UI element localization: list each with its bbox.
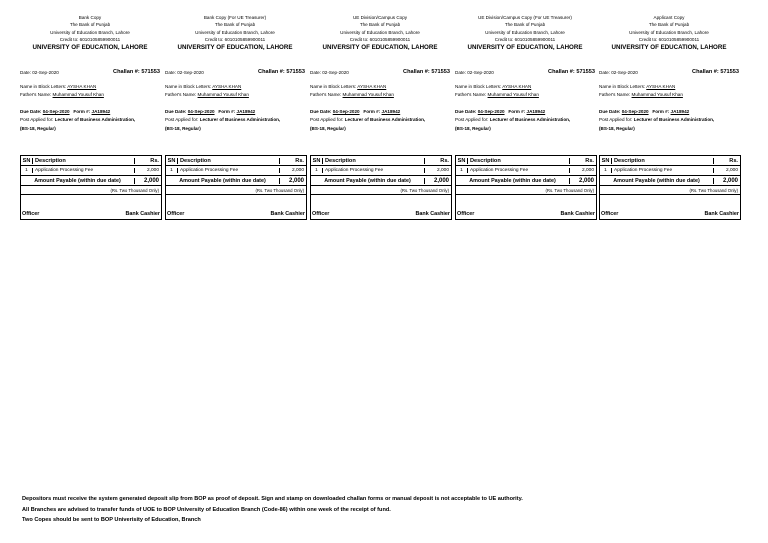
signature-row xyxy=(166,195,306,219)
footer-note-copies: Two Copes should be sent to BOP Univerisity of Education, Branch xyxy=(22,517,201,523)
table-row: 1 Application Processing Fee 2,000 xyxy=(456,166,596,176)
credit-account: Credit to: 6010105859900011 xyxy=(638,37,700,43)
copy-label: Bank Copy xyxy=(78,15,102,20)
officer-label: Officer xyxy=(167,211,185,217)
university-name: UNIVERSITY OF EDUCATION, LAHORE xyxy=(177,43,293,51)
cashier-label: Bank Cashier xyxy=(415,211,450,217)
applicant-name: Name in Block Letters: AYSHA KHAN xyxy=(20,84,97,89)
due-date-form: Due Date: 04-Sep-2020 Form #: JA18942 xyxy=(455,109,546,114)
cashier-label: Bank Cashier xyxy=(125,211,160,217)
signature-row xyxy=(21,195,161,219)
university-name: UNIVERSITY OF EDUCATION, LAHORE xyxy=(32,43,148,51)
amount-payable-row: Amount Payable (within due date) 2,000 xyxy=(600,176,740,186)
footer-note-deposit-slip: Depositors must receive the system generated deposit slip from BOP as proof of deposit. Sign and stamp on downloaded challan forms or manual deposit is not acceptable to UE authority. xyxy=(22,496,523,502)
amount-in-words: (Rs. Two Thousand Only) xyxy=(456,186,596,195)
branch-name: University of Education Branch, Lahore xyxy=(195,29,275,35)
challan-number: Challan #: 571553 xyxy=(403,69,450,75)
amount-payable-row: Amount Payable (within due date) 2,000 xyxy=(456,176,596,186)
applicant-name: Name in Block Letters: AYSHA KHAN xyxy=(455,84,532,89)
copy-header xyxy=(20,14,160,52)
credit-account: Credit to: 6010105859900011 xyxy=(494,37,556,43)
father-name: Father's Name: Muhammad Yousuf Khan xyxy=(310,92,394,97)
challan-number: Challan #: 571553 xyxy=(692,69,739,75)
officer-label: Officer xyxy=(457,211,475,217)
fee-table xyxy=(165,155,307,220)
due-date-form: Due Date: 04-Sep-2020 Form #: JA18942 xyxy=(599,109,690,114)
due-date-form: Due Date: 04-Sep-2020 Form #: JA18942 xyxy=(165,109,256,114)
post-applied: Post Applied for: Lecturer of Business Administration, xyxy=(165,117,281,122)
post-scale: (BS-18, Regular) xyxy=(455,126,491,131)
amount-in-words: (Rs. Two Thousand Only) xyxy=(166,186,306,195)
table-header: SN Description Rs. xyxy=(21,156,161,166)
cashier-label: Bank Cashier xyxy=(704,211,739,217)
challan-number: Challan #: 571553 xyxy=(258,69,305,75)
university-name: UNIVERSITY OF EDUCATION, LAHORE xyxy=(611,43,727,51)
table-header: SN Description Rs. xyxy=(456,156,596,166)
date-text: Date: 02-Sep-2020 xyxy=(165,70,204,75)
footer-note-transfer: All Branches are advised to transfer funds of UOE to BOP University of Education Branch (Code-86) within one week of the receipt of fund. xyxy=(22,506,391,513)
bank-name: The Bank of Punjab xyxy=(214,22,256,28)
signature-row xyxy=(311,195,451,219)
amount-in-words: (Rs. Two Thousand Only) xyxy=(21,186,161,195)
copy-header xyxy=(165,14,305,52)
branch-name: University of Education Branch, Lahore xyxy=(50,29,130,35)
credit-account: Credit to: 6010105859900011 xyxy=(204,37,266,43)
post-applied: Post Applied for: Lecturer of Business Administration, xyxy=(599,117,715,122)
date-text: Date: 02-Sep-2020 xyxy=(310,70,349,75)
amount-payable-row: Amount Payable (within due date) 2,000 xyxy=(21,176,161,186)
officer-label: Officer xyxy=(22,211,40,217)
table-header: SN Description Rs. xyxy=(600,156,740,166)
father-name: Father's Name: Muhammad Yousuf Khan xyxy=(455,92,539,97)
signature-row xyxy=(600,195,740,219)
due-date-form: Due Date: 04-Sep-2020 Form #: JA18942 xyxy=(310,109,401,114)
date-text: Date: 02-Sep-2020 xyxy=(599,70,638,75)
university-name: UNIVERSITY OF EDUCATION, LAHORE xyxy=(467,43,583,51)
post-applied: Post Applied for: Lecturer of Business Administration, xyxy=(455,117,571,122)
post-scale: (BS-18, Regular) xyxy=(20,126,56,131)
challan-copy-campus xyxy=(310,14,450,217)
copy-label: Bank Copy (For UE Treasurer) xyxy=(203,15,267,20)
table-header: SN Description Rs. xyxy=(166,156,306,166)
amount-in-words: (Rs. Two Thousand Only) xyxy=(600,186,740,195)
father-name: Father's Name: Muhammad Yousuf Khan xyxy=(165,92,249,97)
amount-in-words: (Rs. Two Thousand Only) xyxy=(311,186,451,195)
amount-payable-row: Amount Payable (within due date) 2,000 xyxy=(311,176,451,186)
father-name: Father's Name: Muhammad Yousuf Khan xyxy=(599,92,683,97)
copy-label: UE Division/Campus Copy xyxy=(352,15,408,20)
fee-table xyxy=(20,155,162,220)
post-scale: (BS-18, Regular) xyxy=(165,126,201,131)
fee-table xyxy=(310,155,452,220)
copy-label: Applicant Copy xyxy=(653,15,685,20)
challan-number: Challan #: 571553 xyxy=(113,69,160,75)
copy-header xyxy=(599,14,739,52)
branch-name: University of Education Branch, Lahore xyxy=(485,29,565,35)
bank-name: The Bank of Punjab xyxy=(648,22,690,28)
amount-payable-row: Amount Payable (within due date) 2,000 xyxy=(166,176,306,186)
fee-table xyxy=(455,155,597,220)
post-applied: Post Applied for: Lecturer of Business Administration, xyxy=(310,117,426,122)
cashier-label: Bank Cashier xyxy=(270,211,305,217)
post-scale: (BS-18, Regular) xyxy=(310,126,346,131)
fee-table xyxy=(599,155,741,220)
challan-copy-applicant xyxy=(599,14,739,217)
table-row: 1 Application Processing Fee 2,000 xyxy=(600,166,740,176)
table-header: SN Description Rs. xyxy=(311,156,451,166)
bank-name: The Bank of Punjab xyxy=(69,22,111,28)
challan-number: Challan #: 571553 xyxy=(548,69,595,75)
challan-copy-bank xyxy=(20,14,160,217)
challan-copy-bank-treasurer xyxy=(165,14,305,217)
post-applied: Post Applied for: Lecturer of Business Administration, xyxy=(20,117,136,122)
branch-name: University of Education Branch, Lahore xyxy=(340,29,420,35)
father-name: Father's Name: Muhammad Yousuf Khan xyxy=(20,92,104,97)
officer-label: Officer xyxy=(601,211,619,217)
copy-label: UE Division/Campus Copy (For UE Treasurer) xyxy=(478,15,572,20)
applicant-name: Name in Block Letters: AYSHA KHAN xyxy=(599,84,676,89)
cashier-label: Bank Cashier xyxy=(560,211,595,217)
date-text: Date: 02-Sep-2020 xyxy=(455,70,494,75)
post-scale: (BS-18, Regular) xyxy=(599,126,635,131)
table-row: 1 Application Processing Fee 2,000 xyxy=(166,166,306,176)
applicant-name: Name in Block Letters: AYSHA KHAN xyxy=(310,84,387,89)
copy-header xyxy=(455,14,595,52)
bank-name: The Bank of Punjab xyxy=(359,22,401,28)
branch-name: University of Education Branch, Lahore xyxy=(629,29,709,35)
credit-account: Credit to: 6010105859900011 xyxy=(59,37,121,43)
bank-name: The Bank of Punjab xyxy=(504,22,546,28)
due-date-form: Due Date: 04-Sep-2020 Form #: JA18942 xyxy=(20,109,111,114)
credit-account: Credit to: 6010105859900011 xyxy=(349,37,411,43)
table-row: 1 Application Processing Fee 2,000 xyxy=(311,166,451,176)
officer-label: Officer xyxy=(312,211,330,217)
footer-notes xyxy=(22,494,523,526)
applicant-name: Name in Block Letters: AYSHA KHAN xyxy=(165,84,242,89)
copy-header xyxy=(310,14,450,52)
challan-copy-campus-treasurer xyxy=(455,14,595,217)
table-row: 1 Application Processing Fee 2,000 xyxy=(21,166,161,176)
signature-row xyxy=(456,195,596,219)
date-text: Date: 02-Sep-2020 xyxy=(20,70,59,75)
university-name: UNIVERSITY OF EDUCATION, LAHORE xyxy=(322,43,438,51)
